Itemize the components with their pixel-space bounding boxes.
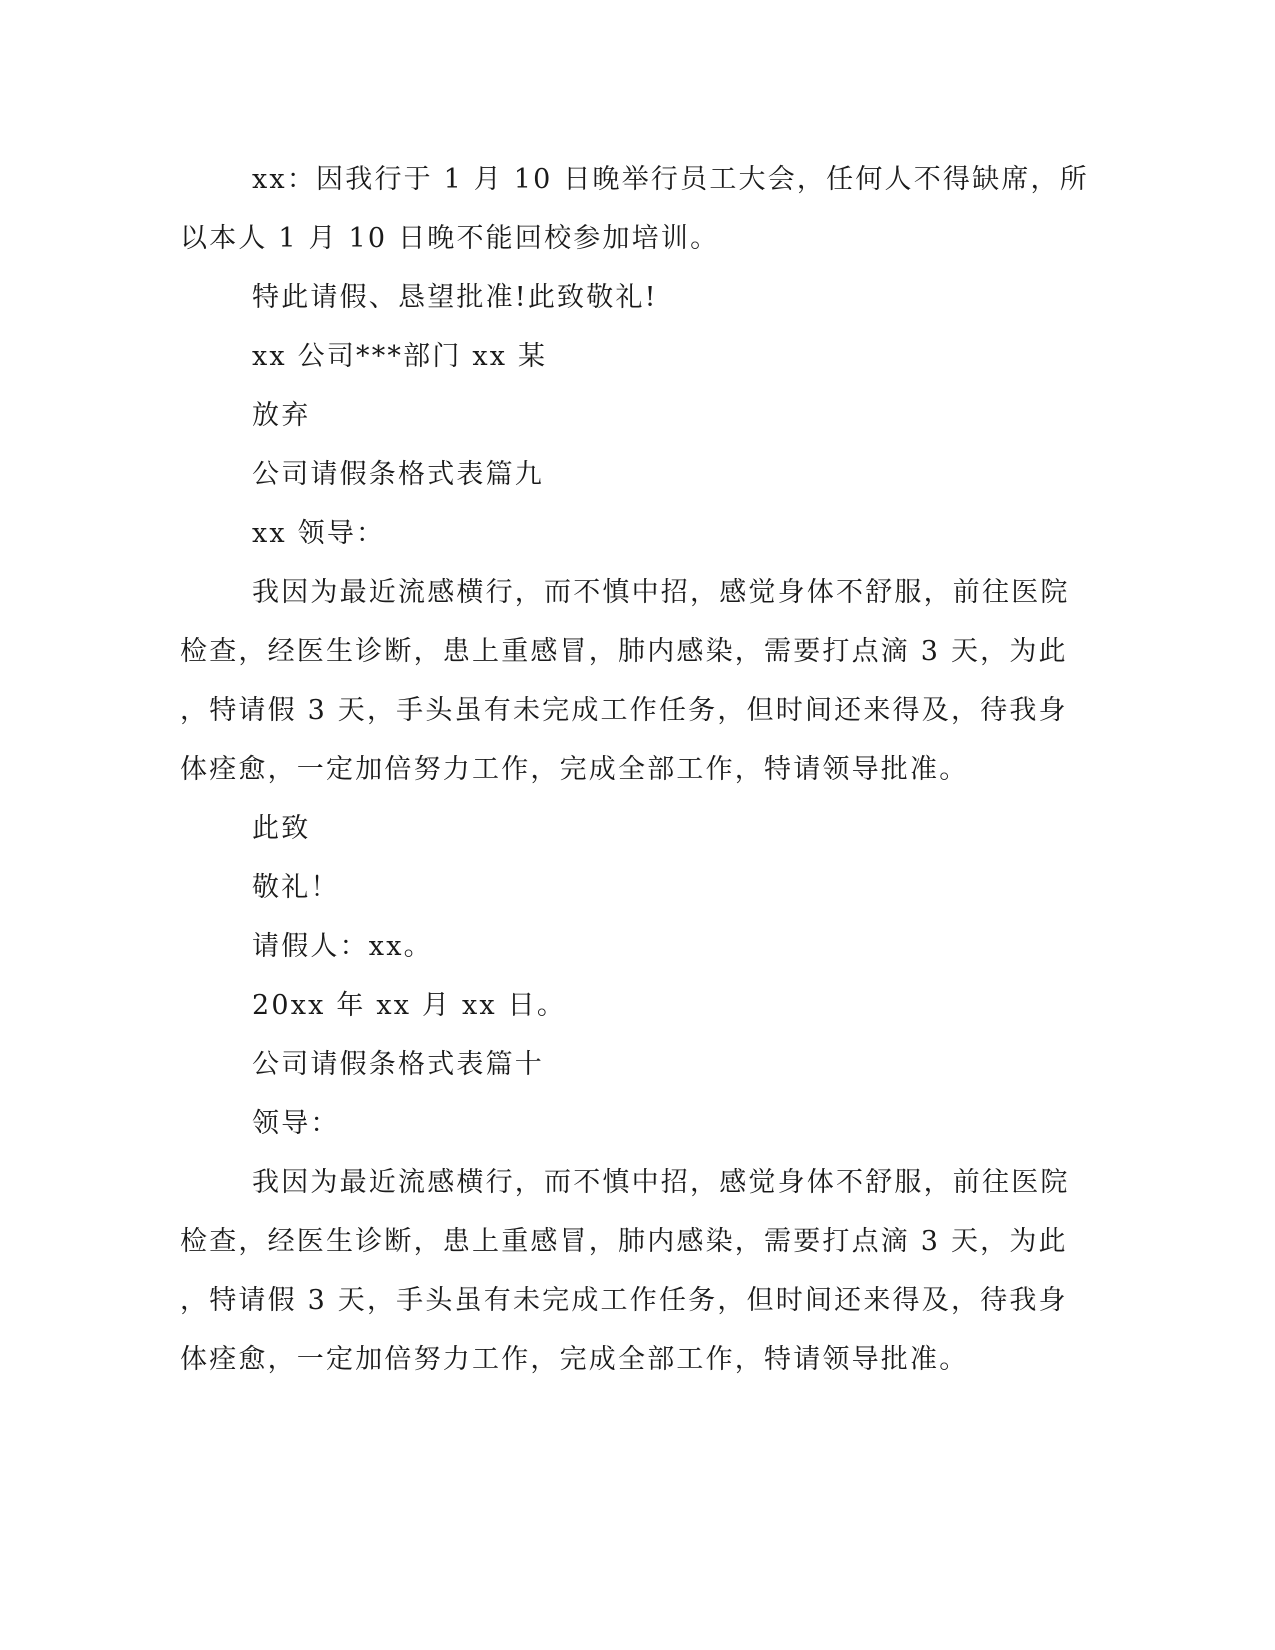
requester-line: 请假人：xx。 (252, 931, 433, 962)
paragraph-line: 我因为最近流感横行，而不慎中招，感觉身体不舒服，前往医院 (252, 1167, 1070, 1198)
paragraph-line: 我因为最近流感横行，而不慎中招，感觉身体不舒服，前往医院 (252, 577, 1070, 608)
section-heading: 公司请假条格式表篇九 (252, 459, 544, 490)
document-page (180, 150, 1089, 1389)
closing-line: 敬礼！ (252, 872, 340, 903)
section-heading: 公司请假条格式表篇十 (252, 1049, 544, 1080)
paragraph-line: 检查，经医生诊断，患上重感冒，肺内感染，需要打点滴 3 天，为此 (180, 636, 1068, 667)
paragraph-line: xx：因我行于 1 月 10 日晚举行员工大会，任何人不得缺席，所 (252, 164, 1089, 195)
paragraph-line: ，特请假 3 天，手头虽有未完成工作任务，但时间还来得及，待我身 (180, 1285, 1068, 1316)
paragraph-line: 特此请假、恳望批准!此致敬礼! (252, 282, 658, 313)
salutation: xx 领导： (252, 518, 386, 549)
signature-line: xx 公司***部门 xx 某 (252, 341, 548, 372)
paragraph-line: 放弃 (252, 400, 311, 431)
paragraph-line: ，特请假 3 天，手头虽有未完成工作任务，但时间还来得及，待我身 (180, 695, 1068, 726)
paragraph-line: 检查，经医生诊断，患上重感冒，肺内感染，需要打点滴 3 天，为此 (180, 1226, 1068, 1257)
salutation: 领导： (252, 1108, 340, 1139)
paragraph-line: 体痊愈，一定加倍努力工作，完成全部工作，特请领导批准。 (180, 754, 969, 785)
paragraph-line: 以本人 1 月 10 日晚不能回校参加培训。 (180, 223, 720, 254)
paragraph-line: 体痊愈，一定加倍努力工作，完成全部工作，特请领导批准。 (180, 1344, 969, 1375)
date-line: 20xx 年 xx 月 xx 日。 (252, 990, 567, 1021)
closing-line: 此致 (252, 813, 311, 844)
